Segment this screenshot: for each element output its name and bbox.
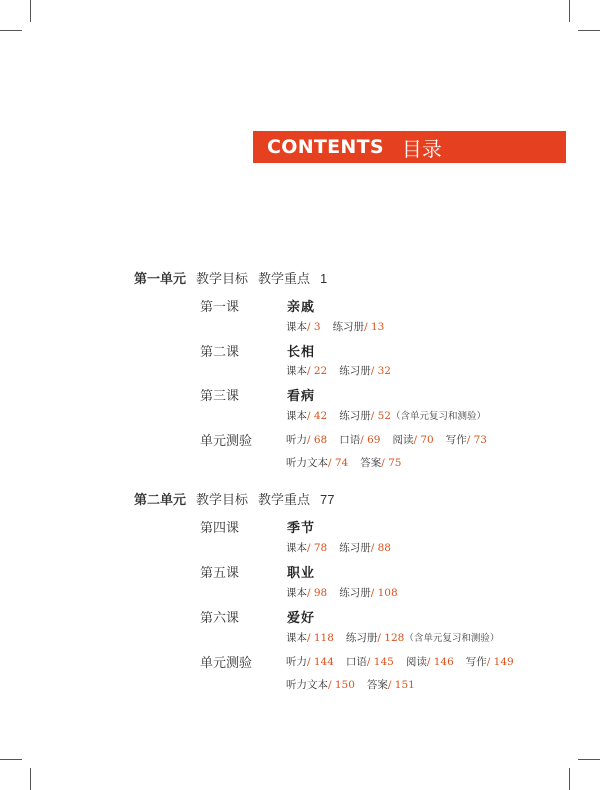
page-link[interactable]: / 74 <box>328 457 349 469</box>
page-link[interactable]: / 70 <box>413 434 434 446</box>
page-link[interactable]: / 88 <box>370 542 391 554</box>
lesson-refs: 课本/ 118 练习册/ 128（含单元复习和测验） <box>286 632 500 644</box>
lesson-title[interactable]: 看病 <box>287 389 316 404</box>
unit-focus: 教学重点 <box>258 271 311 286</box>
page-link[interactable]: / 42 <box>307 410 328 422</box>
page-link[interactable]: / 118 <box>307 632 334 644</box>
page-link[interactable]: / 144 <box>307 656 334 668</box>
lesson-label: 第五课 <box>200 565 240 580</box>
unit-test-label: 单元测验 <box>200 433 253 448</box>
lesson-label: 第一课 <box>200 299 240 314</box>
page-link[interactable]: / 149 <box>486 656 514 668</box>
lesson-label: 第六课 <box>200 610 240 625</box>
crop-mark <box>0 759 22 760</box>
page-link[interactable]: / 98 <box>307 587 328 599</box>
lesson-note: （含单元复习和测验） <box>391 411 487 422</box>
lesson-refs: 课本/ 98 练习册/ 108 <box>286 587 398 599</box>
lesson-title[interactable]: 长相 <box>287 345 316 360</box>
page-link[interactable]: / 146 <box>426 656 454 668</box>
lesson-title[interactable]: 亲戚 <box>287 300 316 315</box>
lesson-refs: 课本/ 42 练习册/ 52（含单元复习和测验） <box>286 410 487 422</box>
unit-test-refs: 听力/ 144 口语/ 145 阅读/ 146 写作/ 149 <box>286 656 514 668</box>
unit-test-refs: 听力文本/ 74 答案/ 75 <box>286 457 402 469</box>
unit-heading[interactable] <box>134 489 335 508</box>
page-link[interactable]: / 75 <box>381 457 402 469</box>
crop-mark <box>30 0 31 22</box>
page-link[interactable]: / 78 <box>307 542 328 554</box>
unit-page: 77 <box>320 492 335 507</box>
unit-goal: 教学目标 <box>196 271 249 286</box>
lesson-label: 第三课 <box>200 388 240 403</box>
crop-mark <box>569 768 570 790</box>
contents-title-en: CONTENTS <box>267 136 384 158</box>
crop-mark <box>578 30 600 31</box>
lesson-label: 第二课 <box>200 344 240 359</box>
lesson-label: 第四课 <box>200 520 240 535</box>
page-link[interactable]: / 32 <box>370 365 391 377</box>
lesson-note: （含单元复习和测验） <box>404 633 500 644</box>
lesson-title[interactable]: 职业 <box>287 566 316 581</box>
unit-test-refs: 听力文本/ 150 答案/ 151 <box>286 679 415 691</box>
lesson-refs: 课本/ 78 练习册/ 88 <box>286 542 391 554</box>
contents-title-zh: 目录 <box>401 136 442 161</box>
page-link[interactable]: / 22 <box>307 365 328 377</box>
unit-label: 第一单元 <box>134 271 187 286</box>
page-link[interactable]: / 145 <box>366 656 394 668</box>
page-link[interactable]: / 150 <box>328 679 355 691</box>
unit-focus: 教学重点 <box>258 492 311 507</box>
crop-mark <box>30 768 31 790</box>
lesson-title[interactable]: 爱好 <box>287 611 316 626</box>
lesson-refs: 课本/ 22 练习册/ 32 <box>286 365 391 377</box>
page-link[interactable]: / 73 <box>466 434 487 446</box>
unit-goal: 教学目标 <box>196 492 249 507</box>
page-link[interactable]: / 3 <box>307 321 321 333</box>
page-link[interactable]: / 128 <box>377 632 405 644</box>
contents-banner <box>253 131 566 163</box>
unit-heading[interactable] <box>134 268 327 287</box>
unit-test-refs: 听力/ 68 口语/ 69 阅读/ 70 写作/ 73 <box>286 434 487 446</box>
lesson-title[interactable]: 季节 <box>287 521 316 536</box>
crop-mark <box>569 0 570 22</box>
page-link[interactable]: / 108 <box>370 587 398 599</box>
page-link[interactable]: / 151 <box>387 679 415 691</box>
page-link[interactable]: / 52 <box>370 410 391 422</box>
page-link[interactable]: / 68 <box>307 434 328 446</box>
crop-mark <box>578 759 600 760</box>
page-link[interactable]: / 13 <box>364 321 385 333</box>
crop-mark <box>0 30 22 31</box>
page-link[interactable]: / 69 <box>360 434 381 446</box>
unit-test-label: 单元测验 <box>200 655 253 670</box>
unit-page: 1 <box>320 271 328 286</box>
unit-label: 第二单元 <box>134 492 187 507</box>
lesson-refs: 课本/ 3 练习册/ 13 <box>286 321 385 333</box>
